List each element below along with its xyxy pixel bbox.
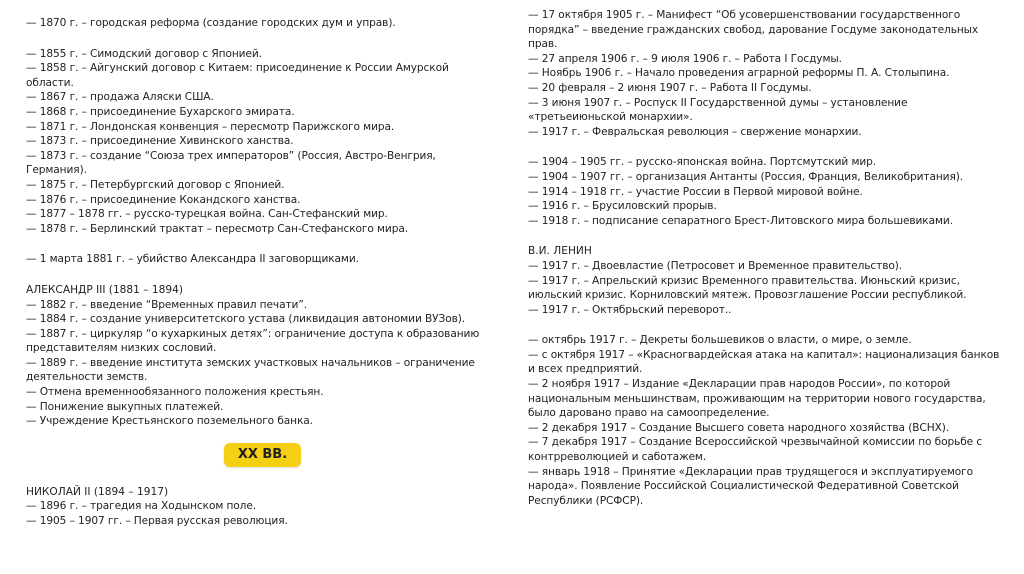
heading-lenin: В.И. ЛЕНИН — [528, 245, 592, 258]
timeline-entry: — 1873 г. – присоединение Хивинского ханства. — [26, 135, 294, 148]
timeline-entry: — 1870 г. – городская реформа (создание городских дум и управ). — [26, 17, 396, 29]
heading-nicholas-ii: НИКОЛАЙ II (1894 – 1917) — [26, 485, 169, 498]
right-group-4 — [528, 333, 1008, 508]
timeline-entry: — 1905 – 1907 гг. – Первая русская революция. — [26, 515, 288, 528]
timeline-entry: — 1914 – 1918 гг. – участие России в Первой мировой войне. — [528, 185, 863, 198]
timeline-entry: — 1904 – 1905 гг. – русско-японская война. Портсмутский мир. — [528, 156, 877, 169]
right-group-2 — [528, 155, 1008, 228]
timeline-entry: — 17 октября 1905 г. – Манифест “Об усовершенствовании государственного порядка” – введение гражданских свобод, дарование Госдуме законодательных прав. — [528, 9, 979, 51]
timeline-entry: — Учреждение Крестьянского поземельного банка. — [26, 415, 313, 428]
timeline-entry: — 2 декабря 1917 – Создание Высшего совета народного хозяйства (ВСНХ). — [528, 421, 950, 434]
timeline-entry: — 1918 г. – подписание сепаратного Брест-Литовского мира большевиками. — [528, 214, 953, 227]
timeline-entry: — Понижение выкупных платежей. — [26, 400, 224, 413]
timeline-entry: — 1882 г. – введение “Временных правил печати”. — [26, 298, 307, 311]
timeline-entry: — 1875 г. – Петербургский договор с Японией. — [26, 178, 285, 191]
timeline-entry: — 3 июня 1907 г. – Роспуск II Государственной думы – установление «третьеиюньской монархии». — [528, 96, 908, 124]
century-badge: XX ВВ. — [224, 443, 301, 467]
timeline-entry: — 1917 г. – Февральская революция – свержение монархии. — [528, 125, 862, 138]
timeline-entry: — 27 апреля 1906 г. – 9 июля 1906 г. – Работа I Госдумы. — [528, 52, 842, 65]
timeline-entry: — 1871 г. – Лондонская конвенция – пересмотр Парижского мира. — [26, 120, 395, 133]
timeline-entry: — с октября 1917 – «Красногвардейская атака на капитал»: национализация банков и всех предприятий. — [528, 348, 1000, 376]
timeline-entry: — 1868 г. – присоединение Бухарского эмирата. — [26, 105, 295, 118]
timeline-entry: — 1917 г. – Октябрьский переворот.. — [528, 303, 732, 316]
timeline-entry: — 2 ноября 1917 – Издание «Декларации прав народов России», по которой национальным меньшинствам, проживающим на территории нового государства, было даровано право на самоопределение. — [528, 378, 986, 420]
right-group-1 — [528, 8, 1008, 139]
right-group-3 — [528, 259, 1008, 317]
timeline-entry: — 1917 г. – Двоевластие (Петросовет и Временное правительство). — [528, 259, 903, 272]
left-group-1 — [26, 16, 481, 31]
timeline-entry: — 1 марта 1881 г. – убийство Александра II заговорщиками. — [26, 253, 359, 266]
timeline-entry: — 1917 г. – Апрельский кризис Временного правительства. Июньский кризис, июльский кризис. Корниловский мятеж. Провозглашение России республикой. — [528, 274, 967, 302]
timeline-entry: — январь 1918 – Принятие «Декларации прав трудящегося и эксплуатируемого народа». Появление Российской Социалистической Федеративной Советской Республики (РСФСР). — [528, 465, 974, 507]
timeline-entry: — 20 февраля – 2 июня 1907 г. – Работа II Госдумы. — [528, 81, 812, 94]
right-column — [528, 8, 1008, 508]
timeline-entry: — 1876 г. – присоединение Кокандского ханства. — [26, 193, 301, 206]
left-group-5 — [26, 499, 481, 528]
timeline-entry: — 1867 г. – продажа Аляски США. — [26, 91, 214, 104]
timeline-entry: — 1873 г. – создание “Союза трех императоров” (Россия, Австро-Венгрия, Германия). — [26, 149, 436, 177]
left-column — [26, 16, 481, 529]
timeline-entry: — 1904 – 1907 гг. – организация Антанты (Россия, Франция, Великобритания). — [528, 170, 964, 183]
timeline-entry: — Ноябрь 1906 г. – Начало проведения аграрной реформы П. А. Столыпина. — [528, 67, 950, 80]
timeline-entry: — 1858 г. – Айгунский договор с Китаем: присоединение к России Амурской области. — [26, 62, 449, 89]
left-group-4 — [26, 298, 481, 429]
timeline-entry: — 1916 г. – Брусиловский прорыв. — [528, 200, 717, 213]
timeline-entry: — октябрь 1917 г. – Декреты большевиков о власти, о мире, о земле. — [528, 334, 912, 347]
timeline-entry: — 1889 г. – введение института земских участковых начальников – ограничение деятельности земств. — [26, 356, 475, 384]
timeline-entry: — 1884 г. – создание университетского устава (ликвидация автономии ВУЗов). — [26, 313, 466, 326]
timeline-entry: — 1896 г. – трагедия на Ходынском поле. — [26, 500, 257, 513]
left-group-2 — [26, 47, 481, 237]
timeline-entry: — 1887 г. – циркуляр “о кухаркиных детях”: ограничение доступа к образованию представителям низких сословий. — [26, 327, 480, 355]
left-group-3 — [26, 252, 481, 267]
timeline-entry: — 7 декабря 1917 – Создание Всероссийской чрезвычайной комиссии по борьбе с контрреволюцией и саботажем. — [528, 436, 983, 464]
badge-wrap — [0, 443, 525, 467]
heading-alexander-iii: АЛЕКСАНДР III (1881 – 1894) — [26, 283, 184, 296]
timeline-entry: — 1877 – 1878 гг. – русско-турецкая война. Сан-Стефанский мир. — [26, 208, 388, 221]
timeline-entry: — 1855 г. – Симодский договор с Японией. — [26, 47, 262, 60]
timeline-entry: — Отмена временнообязанного положения крестьян. — [26, 386, 324, 399]
timeline-entry: — 1878 г. – Берлинский трактат – пересмотр Сан-Стефанского мира. — [26, 222, 408, 235]
